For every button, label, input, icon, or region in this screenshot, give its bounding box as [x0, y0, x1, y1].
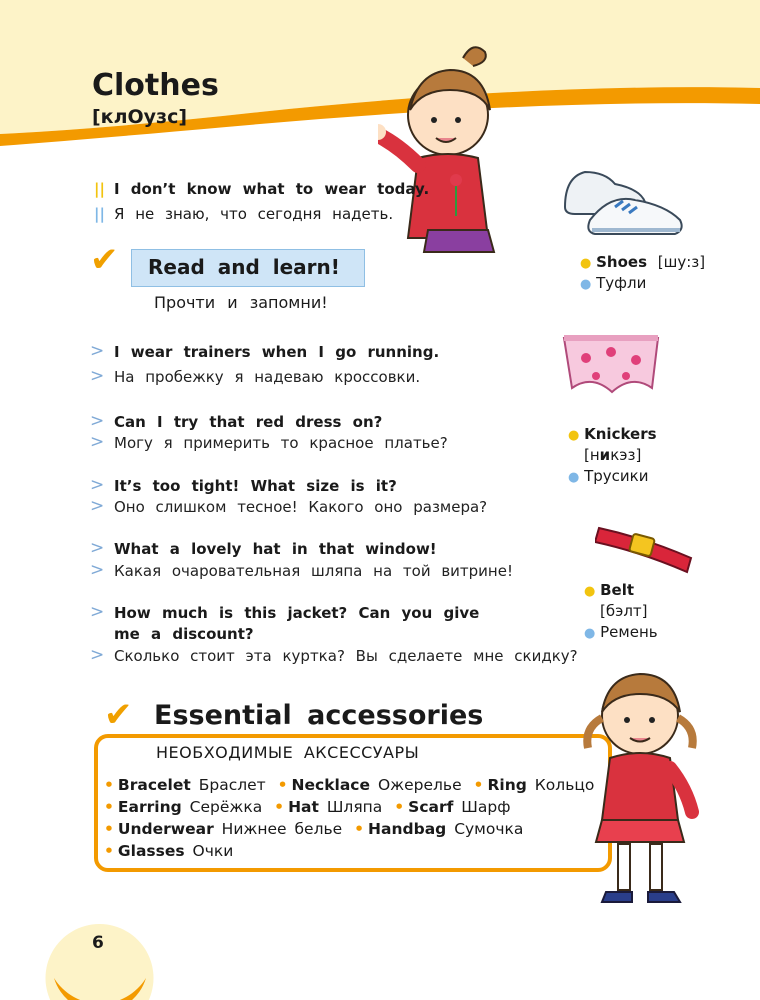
accessory-english: Ring [487, 776, 527, 794]
bullet-icon: ● [568, 470, 580, 485]
bullet-icon: ● [584, 626, 596, 641]
read-learn-subtitle: Прочти и запомни! [154, 293, 328, 312]
item-shoes-transcription: [шу:з] [657, 253, 706, 271]
knickers-illustration [556, 330, 666, 400]
item-belt-ru [584, 623, 658, 641]
phrase-english: What a lovely hat in that window! [114, 540, 437, 558]
accessories-row [104, 842, 233, 860]
arrow-icon: > [90, 645, 105, 665]
accessory-english: Underwear [117, 820, 214, 838]
bullet-icon: • [473, 776, 484, 794]
arrow-icon: > [90, 560, 105, 580]
phrase-russian: На пробежку я надеваю кроссовки. [114, 368, 421, 386]
bullet-icon: • [104, 820, 114, 838]
item-knickers-russian: Трусики [584, 467, 649, 485]
item-shoes-russian: Туфли [596, 274, 647, 292]
item-knickers [568, 425, 657, 443]
accessory-russian: Шляпа [326, 798, 383, 816]
checkmark-icon: ✔ [104, 695, 133, 735]
accessory-russian: Шарф [461, 798, 511, 816]
item-belt-transcription: [бэлт] [600, 602, 648, 620]
accessory-russian: Нижнее белье [221, 820, 343, 838]
arrow-icon: > [90, 432, 105, 452]
item-knickers-transcription: [никэз] [584, 446, 642, 464]
accessories-row [104, 776, 594, 794]
accessories-row [104, 820, 523, 838]
title-transcription: [клОузс] [92, 106, 188, 128]
item-belt [584, 581, 634, 599]
bullet-icon: ● [568, 428, 580, 443]
item-belt-english: Belt [600, 581, 635, 599]
bullet-icon: • [277, 776, 288, 794]
accessory-russian: Ожерелье [377, 776, 462, 794]
accessory-english: Earring [117, 798, 182, 816]
accessories-title: Essential accessories [154, 700, 484, 731]
item-shoes [580, 253, 705, 271]
item-belt-russian: Ремень [600, 623, 658, 641]
phrase-english-continued: me a discount? [114, 625, 254, 643]
phrase-english: Can I try that red dress on? [114, 413, 383, 431]
phrase-english: How much is this jacket? Can you give [114, 604, 480, 622]
accessory-english: Glasses [117, 842, 185, 860]
bullet-icon: ● [580, 277, 592, 292]
arrow-icon: > [90, 496, 105, 516]
phrase-russian: Сколько стоит эта куртка? Вы сделаете мне скидку? [114, 647, 578, 665]
bullet-icon: • [394, 798, 405, 816]
checkmark-icon: ✔ [90, 240, 119, 280]
item-knickers-ru [568, 467, 649, 485]
page-number-badge [40, 918, 160, 1000]
bullet-icon: ● [584, 584, 596, 599]
phrase-russian: Оно слишком тесное! Какого оно размера? [114, 498, 488, 516]
accessory-russian: Браслет [198, 776, 266, 794]
page-number: 6 [92, 933, 104, 953]
phrase-english: It’s too tight! What size is it? [114, 477, 397, 495]
page-title: Clothes [92, 68, 219, 103]
accessories-row [104, 798, 510, 816]
bullet-icon: • [104, 776, 114, 794]
bullet-icon: • [354, 820, 365, 838]
bullet-icon: • [274, 798, 285, 816]
arrow-icon: > [90, 538, 105, 558]
arrow-icon: > [90, 411, 105, 431]
item-knickers-english: Knickers [584, 425, 657, 443]
accessory-english: Hat [288, 798, 319, 816]
accessory-english: Scarf [408, 798, 454, 816]
shoes-illustration [560, 162, 690, 242]
arrow-icon: > [90, 366, 105, 386]
accessory-russian: Очки [192, 842, 234, 860]
bullet-icon: • [104, 842, 114, 860]
accessory-english: Bracelet [117, 776, 191, 794]
bullet-icon: ● [580, 256, 592, 271]
accessory-russian: Серёжка [189, 798, 263, 816]
intro-marker: || [94, 205, 105, 223]
accessory-english: Handbag [368, 820, 447, 838]
read-learn-label: Read and learn! [148, 255, 340, 279]
intro-marker: || [94, 180, 105, 198]
intro-english: I don’t know what to wear today. [114, 180, 430, 198]
bullet-icon: • [104, 798, 114, 816]
intro-russian: Я не знаю, что сегодня надеть. [114, 205, 394, 223]
arrow-icon: > [90, 341, 105, 361]
phrase-russian: Какая очаровательная шляпа на той витрине! [114, 562, 513, 580]
item-shoes-ru [580, 274, 646, 292]
girl-illustration-top [378, 40, 518, 260]
phrase-english: I wear trainers when I go running. [114, 343, 440, 361]
phrase-russian: Могу я примерить то красное платье? [114, 434, 448, 452]
arrow-icon: > [90, 602, 105, 622]
belt-illustration [595, 518, 695, 583]
accessory-english: Necklace [291, 776, 371, 794]
accessory-russian: Кольцо [534, 776, 595, 794]
accessories-subtitle: НЕОБХОДИМЫЕ АКСЕССУАРЫ [156, 743, 420, 762]
item-shoes-english: Shoes [596, 253, 648, 271]
arrow-icon: > [90, 475, 105, 495]
girl-illustration-bottom [580, 668, 710, 914]
accessory-russian: Сумочка [454, 820, 524, 838]
